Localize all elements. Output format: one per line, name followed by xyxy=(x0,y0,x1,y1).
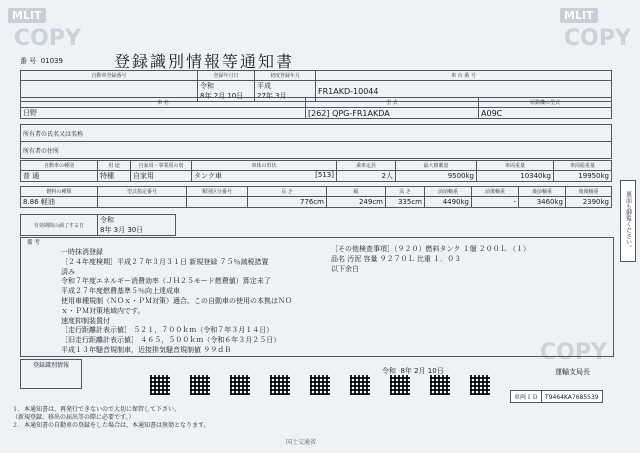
document-title: 登録識別情報等通知書 xyxy=(114,52,295,71)
remarks-box xyxy=(20,237,614,357)
label-model: 型 式 xyxy=(306,98,479,108)
registration-info-box xyxy=(20,359,82,389)
code-block xyxy=(470,375,490,395)
label-height: 高 さ xyxy=(386,187,425,197)
capacity-value: 2人 xyxy=(337,171,396,182)
label-kind: 自動車の種別 xyxy=(21,161,98,171)
remark-line: ［その他検査事項］（９２０）燃料タンク １個 ２００Ｌ （１） xyxy=(331,245,531,253)
label-max-load: 最大積載量 xyxy=(396,161,477,171)
owner-label: 所有者の氏名又は名称 xyxy=(21,125,612,142)
label-ff: 前前軸重 xyxy=(425,187,472,197)
label-rf: 後前軸重 xyxy=(519,187,566,197)
label-use: 用 途 xyxy=(98,161,131,171)
remark-line: 速度抑制装置付 xyxy=(61,316,110,325)
gross-value: 19950kg xyxy=(554,171,612,182)
remarks-right xyxy=(331,245,530,274)
vehicle-id: 車両ＩＤ T9464KA7685539 xyxy=(510,390,603,403)
first-reg-value: 平成 27年 3月 xyxy=(255,81,316,102)
category-value xyxy=(187,197,248,208)
model-designation-value xyxy=(98,197,187,208)
copy-watermark: COPY xyxy=(540,340,607,365)
validity-row xyxy=(20,214,176,236)
label-length: 長 さ xyxy=(248,187,327,197)
reg-date-value: 令和 8年 2月 10日 xyxy=(198,81,255,102)
note-line: （新規登録、移出の届出等の際に必要です。） xyxy=(12,414,135,421)
code-block xyxy=(430,375,450,395)
note-line: １．本通知書は、再発行できないので大切に保管して下さい。 xyxy=(12,406,181,413)
label-body: 車体の形状 xyxy=(192,161,337,171)
remark-line: ［２４年度検期］平成２７年３月３１日 新規登録 ７５％減税措置 xyxy=(61,257,269,266)
side-note-tab: 裏面も御覧ください。 xyxy=(620,180,636,262)
model-value: [262] QPG-FR1AKDA xyxy=(306,108,479,119)
issuer: 運輸支局長 xyxy=(555,368,590,376)
code-block xyxy=(230,375,250,395)
issue-date: 令和 8年 2月 10日 xyxy=(382,367,444,375)
code-block xyxy=(190,375,210,395)
height-value: 335cm xyxy=(386,197,425,208)
label-weight: 車両重量 xyxy=(477,161,554,171)
remark-line: ［走行距離計表示値］ ５２１，７００ｋｍ（令和７年３月１４日） xyxy=(61,326,274,335)
label-gross: 車両総重量 xyxy=(554,161,612,171)
label-rr: 後後軸重 xyxy=(566,187,612,197)
mlit-watermark: MLIT xyxy=(560,8,598,23)
label-model-designation: 型式指定番号 xyxy=(98,187,187,197)
fr-value: - xyxy=(472,197,519,208)
remarks-label: 備 考 xyxy=(27,240,40,246)
chassis-value: FR1AKD-10044 xyxy=(316,81,612,102)
mlit-watermark: MLIT xyxy=(8,8,46,23)
label-private: 自家用・事業用の別 xyxy=(131,161,192,171)
private-value: 自家用 xyxy=(131,171,192,182)
length-value: 776cm xyxy=(248,197,327,208)
code-block xyxy=(310,375,330,395)
label-first-reg: 初度登録年月 xyxy=(255,71,316,81)
width-value: 249cm xyxy=(327,197,386,208)
copy-watermark: COPY xyxy=(14,26,81,51)
document-number: 番 号 01039 xyxy=(20,57,63,65)
weight-value: 10340kg xyxy=(477,171,554,182)
vehicle-type-row xyxy=(20,160,612,182)
model-row xyxy=(20,97,612,119)
rf-value: 3460kg xyxy=(519,197,566,208)
label-fuel: 燃料の種類 xyxy=(21,187,98,197)
remark-line: 平成１３年騒音規制車，近接排気騒音規制値 ９９ｄＢ xyxy=(61,345,232,354)
dimensions-row xyxy=(20,186,612,208)
body-value: タンク車 [513] xyxy=(192,171,337,182)
notes xyxy=(12,406,210,430)
engine-value: A09C xyxy=(479,108,612,119)
label-chassis: 車 台 番 号 xyxy=(316,71,612,81)
label-make: 車 名 xyxy=(21,98,306,108)
remark-line: 平成２７年度燃費基準５％向上達成車 xyxy=(61,287,180,296)
label-capacity: 乗車定員 xyxy=(337,161,396,171)
max-load-value: 9500kg xyxy=(396,171,477,182)
code-block xyxy=(350,375,370,395)
remark-line: 以下余白 xyxy=(331,264,359,273)
code-block xyxy=(390,375,410,395)
code-block xyxy=(150,375,170,395)
footer-ministry: 国土交通省 xyxy=(286,439,317,446)
remark-line: ［旧走行距離計表示値］ ４６５，５００ｋｍ（令和６年３月２５日） xyxy=(61,336,281,345)
remarks-left xyxy=(61,248,292,356)
code-block xyxy=(270,375,290,395)
use-value: 特種 xyxy=(98,171,131,182)
remark-line: ｘ・ＰＭ対策地域内です。 xyxy=(61,306,145,315)
validity-value: 令和 8年 3月 30日 xyxy=(98,215,176,236)
label-category: 類別区分番号 xyxy=(187,187,248,197)
remark-line: 品名 汚泥 容量 ９２７０Ｌ 比重 １．０３ xyxy=(331,254,462,263)
fuel-value: 8.86 軽油 xyxy=(21,197,98,208)
label-reg-date: 登録年月日 xyxy=(198,71,255,81)
remark-line: 使用車種規制（ＮＯｘ・ＰＭ対策）適合。この自動車の使用の本拠はＮＯ xyxy=(61,296,292,305)
label-engine: 原動機の型式 xyxy=(479,98,612,108)
remark-line: 令和７年度エネルギー消費効率（ＪＨ２５モード燃費値）算定未了 xyxy=(61,277,271,286)
note-line: ２．本通知書の自動車の登録をした場合は、本通知書は無効となります。 xyxy=(12,422,210,429)
label-width: 幅 xyxy=(327,187,386,197)
registration-info-label: 登録識別情報 xyxy=(32,362,69,369)
copy-watermark: COPY xyxy=(564,26,631,51)
remark-line: 一時抹消登録 xyxy=(61,248,103,256)
owner-row xyxy=(20,124,612,159)
ff-value: 4490kg xyxy=(425,197,472,208)
owner-address-label: 所有者の住所 xyxy=(21,142,612,159)
label-fr: 前後軸重 xyxy=(472,187,519,197)
make-value: 日野 xyxy=(21,108,306,119)
rr-value: 2390kg xyxy=(566,197,612,208)
label-validity: 有効期間の満了する日 xyxy=(21,215,98,236)
remark-line: 済み xyxy=(61,267,75,276)
label-reg-number: 自動車登録番号 xyxy=(21,71,198,81)
kind-value: 普 通 xyxy=(21,171,98,182)
